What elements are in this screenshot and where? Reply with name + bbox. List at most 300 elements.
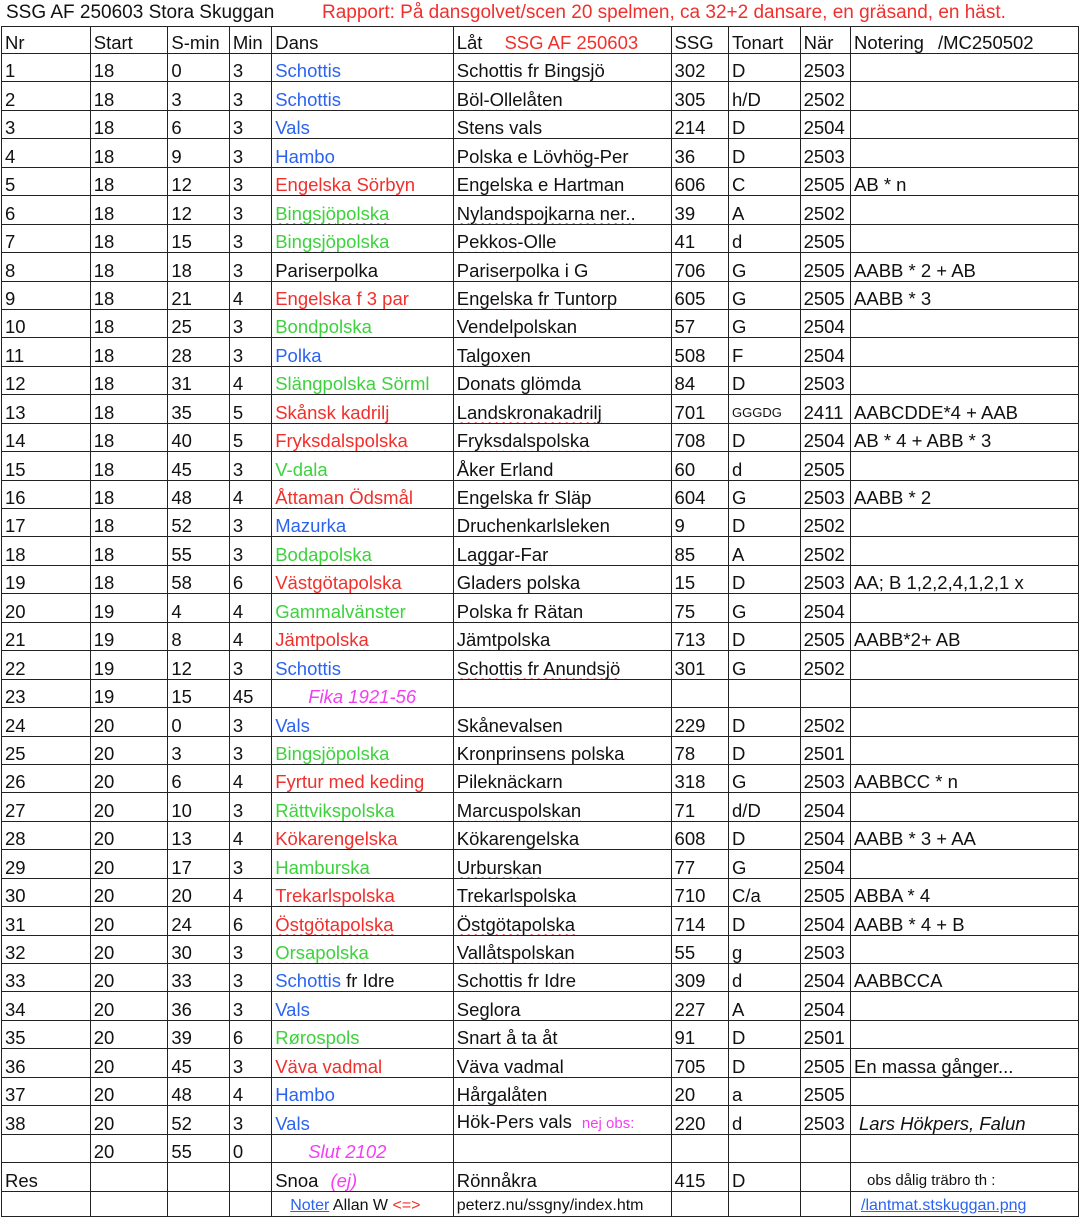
- cell-nr: 17: [2, 509, 91, 537]
- table-row: [2, 110, 1079, 138]
- cell-min: 4: [229, 480, 271, 508]
- cell-ssg: 309: [671, 964, 728, 992]
- cell-nar: 2502: [800, 537, 850, 565]
- cell-lat: [453, 850, 671, 878]
- cell-dans: [272, 793, 454, 821]
- cell-lat: [453, 281, 671, 309]
- cell-smin: [168, 1163, 230, 1191]
- cell-start: 20: [90, 708, 168, 736]
- cell-lat: [453, 565, 671, 593]
- table-row: [2, 622, 1079, 650]
- cell-dans: [272, 167, 454, 195]
- cell-nar: 2505: [800, 1077, 850, 1105]
- cell-notering: AABBCCA: [851, 964, 1079, 992]
- cell-ssg: 605: [671, 281, 728, 309]
- cell-nr: 1: [2, 54, 91, 82]
- cell-lat: [453, 764, 671, 792]
- table-row: [2, 708, 1079, 736]
- cell-smin: 0: [168, 708, 230, 736]
- lat-title: Väva vadmal: [456, 1055, 564, 1077]
- cell-nr: 28: [2, 821, 91, 849]
- cell-ssg: 57: [671, 309, 728, 337]
- cell-start: 18: [90, 139, 168, 167]
- table-row: [2, 935, 1079, 963]
- cell-nr: 37: [2, 1077, 91, 1105]
- cell-lat: [453, 423, 671, 451]
- lat-title: Marcuspolskan: [456, 799, 582, 821]
- cell-smin: 48: [168, 1077, 230, 1105]
- table-row: [2, 196, 1079, 224]
- cell-nr: 38: [2, 1106, 91, 1134]
- cell-nar: 2504: [800, 964, 850, 992]
- table-row: [2, 167, 1079, 195]
- cell-lat: [453, 622, 671, 650]
- cell-dans: [272, 509, 454, 537]
- cell-tonart: D: [729, 1020, 801, 1048]
- cell-tonart: d: [729, 224, 801, 252]
- cell-dans: [272, 992, 454, 1020]
- cell-dans: [272, 1134, 454, 1162]
- cell-dans: [272, 281, 454, 309]
- cell-tonart: h/D: [729, 82, 801, 110]
- cell-nr: 34: [2, 992, 91, 1020]
- cell-ssg: 84: [671, 366, 728, 394]
- cell-dans: [272, 1163, 454, 1191]
- cell-tonart: G: [729, 594, 801, 622]
- cell-tonart: A: [729, 992, 801, 1020]
- cell-dans: [272, 395, 454, 423]
- cell-start: 20: [90, 878, 168, 906]
- cell-nr: 21: [2, 622, 91, 650]
- cell-smin: 52: [168, 509, 230, 537]
- cell-ssg: 75: [671, 594, 728, 622]
- cell-nar: 2502: [800, 708, 850, 736]
- cell-start: 20: [90, 992, 168, 1020]
- cell-min: 3: [229, 338, 271, 366]
- noter-link[interactable]: Noter: [290, 1196, 330, 1214]
- cell-smin: 36: [168, 992, 230, 1020]
- lat-title: Seglora: [456, 998, 521, 1020]
- cell-lat: [453, 1163, 671, 1191]
- cell-nr: 15: [2, 452, 91, 480]
- lat-title: Talgoxen: [456, 344, 531, 366]
- cell-ssg: 305: [671, 82, 728, 110]
- cell-tonart: [729, 679, 801, 707]
- cell-tonart: D: [729, 1163, 801, 1191]
- table-row: [2, 1106, 1079, 1134]
- lat-title: Engelska fr Tuntorp: [456, 287, 618, 309]
- cell-dans: [272, 196, 454, 224]
- cell-lat: [453, 309, 671, 337]
- col-smin-header: S-min: [168, 27, 230, 54]
- cell-tonart: F: [729, 338, 801, 366]
- cell-lat: [453, 366, 671, 394]
- lat-title: Snart å ta åt: [456, 1027, 558, 1049]
- cell-lat: [453, 537, 671, 565]
- cell-smin: 35: [168, 395, 230, 423]
- table-row: [2, 224, 1079, 252]
- cell-notering: [851, 110, 1079, 138]
- lat-note: nej obs:: [581, 1114, 635, 1132]
- cell-ssg: 302: [671, 54, 728, 82]
- cell-notering: [851, 992, 1079, 1020]
- cell-smin: 3: [168, 82, 230, 110]
- cell-nr: 7: [2, 224, 91, 252]
- table-row: [2, 82, 1079, 110]
- cell-tonart: G: [729, 281, 801, 309]
- footer-links: [272, 1191, 454, 1216]
- dans-name: Hamburska: [275, 856, 370, 878]
- cell-lat: [453, 196, 671, 224]
- cell-tonart: D: [729, 54, 801, 82]
- table-row: [2, 1134, 1079, 1162]
- table-row: [2, 537, 1079, 565]
- cell-nr: 18: [2, 537, 91, 565]
- cell-nr: 35: [2, 1020, 91, 1048]
- dans-name: Vals: [275, 714, 310, 736]
- dans-name: Västgötapolska: [275, 572, 402, 594]
- dans-name: Snoa: [275, 1169, 319, 1191]
- dans-name: Slängpolska Sörml: [275, 373, 430, 395]
- cell-lat: [453, 167, 671, 195]
- cell-smin: 45: [168, 452, 230, 480]
- cell-min: [229, 1163, 271, 1191]
- cell-start: 18: [90, 253, 168, 281]
- cell-nr: 12: [2, 366, 91, 394]
- cell-nr: 25: [2, 736, 91, 764]
- cell-notering: ABBA * 4: [851, 878, 1079, 906]
- cell-lat: [453, 452, 671, 480]
- cell-ssg: 701: [671, 395, 728, 423]
- cell-nr: 8: [2, 253, 91, 281]
- dans-name: Mazurka: [275, 515, 347, 537]
- cell-notering: [851, 1020, 1079, 1048]
- cell-nr: 27: [2, 793, 91, 821]
- cell-lat: [453, 964, 671, 992]
- cell-min: 3: [229, 509, 271, 537]
- cell-start: 18: [90, 423, 168, 451]
- lat-title: Engelska fr Släp: [456, 487, 592, 508]
- cell-dans: [272, 651, 454, 679]
- cell-dans: [272, 935, 454, 963]
- cell-notering: AABB * 3 + AA: [851, 821, 1079, 849]
- cell-start: 19: [90, 679, 168, 707]
- lat-title: Åker Erland: [456, 458, 554, 480]
- table-row: [2, 1163, 1079, 1191]
- cell-notering: AABB * 4 + B: [851, 907, 1079, 935]
- cell-min: 0: [229, 1134, 271, 1162]
- arrow-text: <=>: [392, 1196, 421, 1214]
- dans-name: Rørospols: [275, 1027, 360, 1049]
- dans-name: Bingsjöpolska: [275, 202, 390, 224]
- cell-smin: 12: [168, 196, 230, 224]
- dans-name: Orsapolska: [275, 942, 369, 963]
- cell-lat: [453, 338, 671, 366]
- cell-lat: [453, 935, 671, 963]
- cell-smin: 58: [168, 565, 230, 593]
- table-row: [2, 1049, 1079, 1077]
- cell-lat: [453, 110, 671, 138]
- cell-smin: 18: [168, 253, 230, 281]
- cell-notering: AABB * 2 + AB: [851, 253, 1079, 281]
- table-row: [2, 452, 1079, 480]
- cell-lat: [453, 708, 671, 736]
- cell-nr: 6: [2, 196, 91, 224]
- cell-smin: 4: [168, 594, 230, 622]
- sheet-title: [0, 0, 1080, 26]
- col-notering-header: [851, 27, 1079, 54]
- cell-notering: [851, 651, 1079, 679]
- cell-notering: [851, 452, 1079, 480]
- cell-start: 18: [90, 452, 168, 480]
- cell-tonart: d: [729, 1106, 801, 1134]
- col-nar-header: När: [800, 27, 850, 54]
- cell-nr: 11: [2, 338, 91, 366]
- cell-nar: 2502: [800, 651, 850, 679]
- dans-name: Kökarengelska: [275, 828, 398, 850]
- cell-min: 3: [229, 452, 271, 480]
- table-row: [2, 54, 1079, 82]
- cell-smin: 39: [168, 1020, 230, 1048]
- cell-lat: [453, 878, 671, 906]
- cell-nar: 2505: [800, 452, 850, 480]
- png-link-cell: [851, 1191, 1079, 1216]
- dans-name: Bingsjöpolska: [275, 231, 390, 253]
- cell-notering: [851, 850, 1079, 878]
- cell-ssg: 9: [671, 509, 728, 537]
- cell-nr: 3: [2, 110, 91, 138]
- cell-tonart: D: [729, 509, 801, 537]
- cell-tonart: C: [729, 167, 801, 195]
- cell-notering: [851, 935, 1079, 963]
- dans-name: V-dala: [275, 458, 328, 480]
- cell-nar: 2505: [800, 281, 850, 309]
- cell-tonart: A: [729, 537, 801, 565]
- cell-ssg: 301: [671, 651, 728, 679]
- cell-min: 3: [229, 992, 271, 1020]
- cell-nr: 20: [2, 594, 91, 622]
- lat-title: Gladers polska: [456, 572, 581, 594]
- cell-nr: Res: [2, 1163, 91, 1191]
- cell-start: 18: [90, 309, 168, 337]
- table-row: [2, 423, 1079, 451]
- cell-notering: [851, 196, 1079, 224]
- lat-title: Polska fr Rätan: [456, 600, 584, 622]
- cell-lat: [453, 253, 671, 281]
- lat-title: Pekkos-Olle: [456, 231, 557, 253]
- cell-ssg: 705: [671, 1049, 728, 1077]
- cell-start: 18: [90, 224, 168, 252]
- cell-smin: 40: [168, 423, 230, 451]
- cell-min: 3: [229, 196, 271, 224]
- cell-nar: [800, 1163, 850, 1191]
- cell-lat: [453, 509, 671, 537]
- cell-tonart: D: [729, 423, 801, 451]
- lat-title: Engelska e Hartman: [456, 174, 625, 196]
- table-row: [2, 366, 1079, 394]
- cell-min: 4: [229, 878, 271, 906]
- table-row: [2, 850, 1079, 878]
- title-report: Rapport: På dansgolvet/scen 20 spelmen, ca 32+2 dansare, en gräsand, en häst.: [322, 2, 1006, 23]
- lat-title: Kökarengelska: [456, 828, 580, 850]
- dans-name: Östgötapolska: [275, 913, 394, 935]
- cell-start: 18: [90, 366, 168, 394]
- dans-extra: fr Idre: [341, 970, 395, 992]
- cell-nr: 19: [2, 565, 91, 593]
- lat-title: Östgötapolska: [456, 913, 575, 935]
- cell-dans: [272, 54, 454, 82]
- cell-notering: [851, 1077, 1079, 1105]
- dans-name: Pariserpolka: [275, 259, 379, 281]
- cell-dans: [272, 110, 454, 138]
- dans-name: Gammalvänster: [275, 600, 406, 622]
- cell-start: 18: [90, 196, 168, 224]
- cell-start: 20: [90, 736, 168, 764]
- dans-name: Engelska f 3 par: [275, 287, 409, 309]
- cell-nar: 2505: [800, 878, 850, 906]
- cell-notering: AABB * 2: [851, 480, 1079, 508]
- png-link[interactable]: /lantmat.stskuggan.png: [861, 1196, 1027, 1214]
- cell-ssg: [671, 679, 728, 707]
- cell-min: 3: [229, 1049, 271, 1077]
- cell-nar: [800, 679, 850, 707]
- cell-nar: 2503: [800, 54, 850, 82]
- cell-ssg: 78: [671, 736, 728, 764]
- table-row: [2, 964, 1079, 992]
- cell-nar: 2501: [800, 736, 850, 764]
- cell-notering: [851, 509, 1079, 537]
- cell-min: 45: [229, 679, 271, 707]
- cell-ssg: 20: [671, 1077, 728, 1105]
- cell-start: 20: [90, 764, 168, 792]
- cell-nar: 2504: [800, 992, 850, 1020]
- cell-nar: 2503: [800, 565, 850, 593]
- cell-nar: 2503: [800, 935, 850, 963]
- cell-smin: 31: [168, 366, 230, 394]
- cell-dans: [272, 139, 454, 167]
- table-row: [2, 395, 1079, 423]
- cell-min: 4: [229, 622, 271, 650]
- dans-name: Engelska Sörbyn: [275, 174, 416, 196]
- cell-min: 6: [229, 907, 271, 935]
- cell-nar: 2502: [800, 509, 850, 537]
- cell-min: 3: [229, 964, 271, 992]
- cell-tonart: [729, 1134, 801, 1162]
- cell-dans: [272, 338, 454, 366]
- lat-title: Landskronakadrilj: [456, 401, 602, 423]
- cell-start: 18: [90, 110, 168, 138]
- cell-notering: [851, 309, 1079, 337]
- cell-start: 18: [90, 565, 168, 593]
- table-row: [2, 764, 1079, 792]
- cell-dans: [272, 708, 454, 736]
- cell-ssg: 60: [671, 452, 728, 480]
- cell-smin: 9: [168, 139, 230, 167]
- cell-min: 3: [229, 110, 271, 138]
- cell-smin: 20: [168, 878, 230, 906]
- cell-min: 3: [229, 850, 271, 878]
- cell-nar: 2504: [800, 423, 850, 451]
- cell-tonart: D: [729, 821, 801, 849]
- lat-label: Låt: [456, 32, 483, 53]
- cell-lat: [453, 1106, 671, 1134]
- cell-nr: 29: [2, 850, 91, 878]
- table-row: [2, 338, 1079, 366]
- cell-nar: [800, 1134, 850, 1162]
- table-row: [2, 679, 1079, 707]
- cell-dans: [272, 964, 454, 992]
- dans-name: Vals: [275, 998, 310, 1020]
- col-tonart-header: Tonart: [729, 27, 801, 54]
- cell-lat: [453, 395, 671, 423]
- cell-lat: [453, 1077, 671, 1105]
- cell-tonart: d: [729, 452, 801, 480]
- cell-smin: 48: [168, 480, 230, 508]
- cell-tonart: D: [729, 736, 801, 764]
- cell-notering: [851, 679, 1079, 707]
- cell-nar: 2504: [800, 309, 850, 337]
- cell-tonart: G: [729, 480, 801, 508]
- cell-dans: [272, 423, 454, 451]
- cell-ssg: 508: [671, 338, 728, 366]
- lat-title: Vendelpolskan: [456, 316, 578, 338]
- lat-title: Kronprinsens polska: [456, 742, 625, 764]
- cell-start: 18: [90, 509, 168, 537]
- cell-ssg: 604: [671, 480, 728, 508]
- dans-name: Fryksdalspolska: [275, 430, 408, 452]
- cell-start: 18: [90, 395, 168, 423]
- dans-name: Rättvikspolska: [275, 799, 395, 821]
- cell-ssg: 710: [671, 878, 728, 906]
- allan-text: Allan W: [329, 1196, 393, 1214]
- cell-notering: Lars Hökpers, Falun: [851, 1106, 1079, 1134]
- cell-nar: 2504: [800, 110, 850, 138]
- cell-min: 6: [229, 1020, 271, 1048]
- cell-nr: 23: [2, 679, 91, 707]
- cell-smin: 33: [168, 964, 230, 992]
- dans-name: Trekarlspolska: [275, 885, 395, 907]
- lat-title: Schottis fr Bingsjö: [456, 60, 605, 82]
- cell-lat: [453, 82, 671, 110]
- cell-smin: 55: [168, 537, 230, 565]
- cell-nar: 2503: [800, 480, 850, 508]
- cell-smin: 21: [168, 281, 230, 309]
- cell-lat: [453, 1020, 671, 1048]
- cell-lat: [453, 54, 671, 82]
- cell-lat: [453, 907, 671, 935]
- cell-notering: En massa gånger...: [851, 1049, 1079, 1077]
- cell-tonart: g: [729, 935, 801, 963]
- cell-tonart: G: [729, 309, 801, 337]
- cell-dans: [272, 224, 454, 252]
- cell-nar: 2504: [800, 338, 850, 366]
- cell-start: 18: [90, 480, 168, 508]
- notering-ref: /MC250502: [937, 32, 1034, 53]
- cell-dans: [272, 594, 454, 622]
- cell-start: 20: [90, 964, 168, 992]
- cell-nar: 2411: [800, 395, 850, 423]
- cell-tonart: G: [729, 253, 801, 281]
- cell-start: 20: [90, 935, 168, 963]
- lat-title: Jämtpolska: [456, 629, 551, 651]
- dans-name: Polka: [275, 344, 322, 366]
- cell-smin: 8: [168, 622, 230, 650]
- cell-smin: 45: [168, 1049, 230, 1077]
- cell-min: 3: [229, 54, 271, 82]
- notering-label: Notering: [854, 32, 924, 53]
- cell-dans: [272, 309, 454, 337]
- cell-lat: [453, 594, 671, 622]
